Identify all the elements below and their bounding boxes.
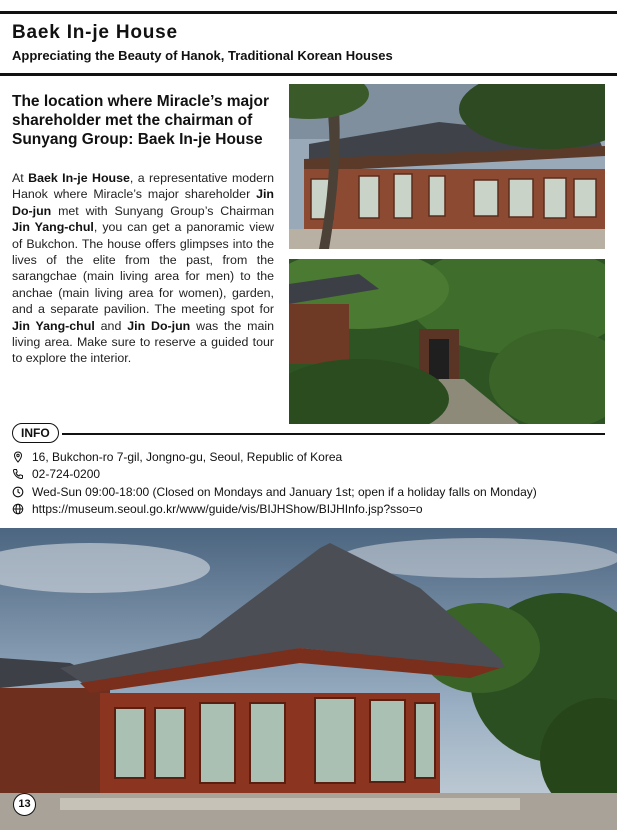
article-body bbox=[12, 170, 274, 367]
body-bold-text: Jin Do-jun bbox=[127, 318, 191, 333]
hanok-courtyard-photo bbox=[289, 84, 605, 249]
clock-icon bbox=[12, 486, 24, 498]
body-text: , a representative modern Hanok where Miracle’s major shareholder bbox=[12, 171, 274, 202]
website-link[interactable]: https://museum.seoul.go.kr/www/guide/vis/BIJHShow/BIJHInfo.jsp?sso=o bbox=[32, 502, 423, 516]
website-row bbox=[12, 501, 423, 517]
top-rule bbox=[0, 11, 617, 14]
hours-text: Wed-Sun 09:00-18:00 (Closed on Mondays and January 1st; open if a holiday falls on Monday) bbox=[32, 485, 537, 499]
info-label: INFO bbox=[12, 423, 59, 443]
hanok-garden-photo bbox=[289, 259, 605, 424]
body-text: At bbox=[12, 171, 29, 185]
body-text: met with Sunyang Group’s Chairman bbox=[51, 203, 274, 218]
body-text: , you can get a panoramic view of Bukchon. The house offers glimpses into the lives of the elite from the past, from the sarangchae (main living area for men) to the anchae (main living area for women), garden, and a separate pavilion. The meeting spot for bbox=[12, 220, 275, 317]
location-pin-icon bbox=[12, 451, 24, 463]
body-text: was the main living area. Make sure to reserve a guided tour to explore the interior. bbox=[12, 318, 275, 366]
body-bold-text: Jin Do-jun bbox=[12, 187, 274, 218]
address-row bbox=[12, 449, 342, 465]
phone-row bbox=[12, 466, 100, 482]
page-number: 13 bbox=[13, 793, 36, 816]
hanok-exterior-photo bbox=[0, 528, 617, 830]
phone-text: 02-724-0200 bbox=[32, 467, 101, 481]
phone-icon bbox=[12, 468, 24, 480]
globe-icon bbox=[12, 503, 24, 515]
body-text: and bbox=[94, 318, 128, 333]
hours-row bbox=[12, 484, 537, 500]
body-bold-text: Jin Yang-chul bbox=[12, 318, 95, 333]
info-rule bbox=[62, 433, 605, 435]
body-bold-text: Baek In-je House bbox=[28, 171, 130, 185]
article-headline: The location where Miracle’s major shareholder met the chairman of Sunyang Group: Baek In-je House bbox=[12, 93, 269, 148]
header-rule bbox=[0, 73, 617, 76]
body-bold-text: Jin Yang-chul bbox=[12, 220, 94, 235]
page-subtitle: Appreciating the Beauty of Hanok, Traditional Korean Houses bbox=[12, 48, 393, 63]
address-text: 16, Bukchon-ro 7-gil, Jongno-gu, Seoul, Republic of Korea bbox=[32, 450, 343, 464]
page-title: Baek In-je House bbox=[12, 22, 178, 43]
